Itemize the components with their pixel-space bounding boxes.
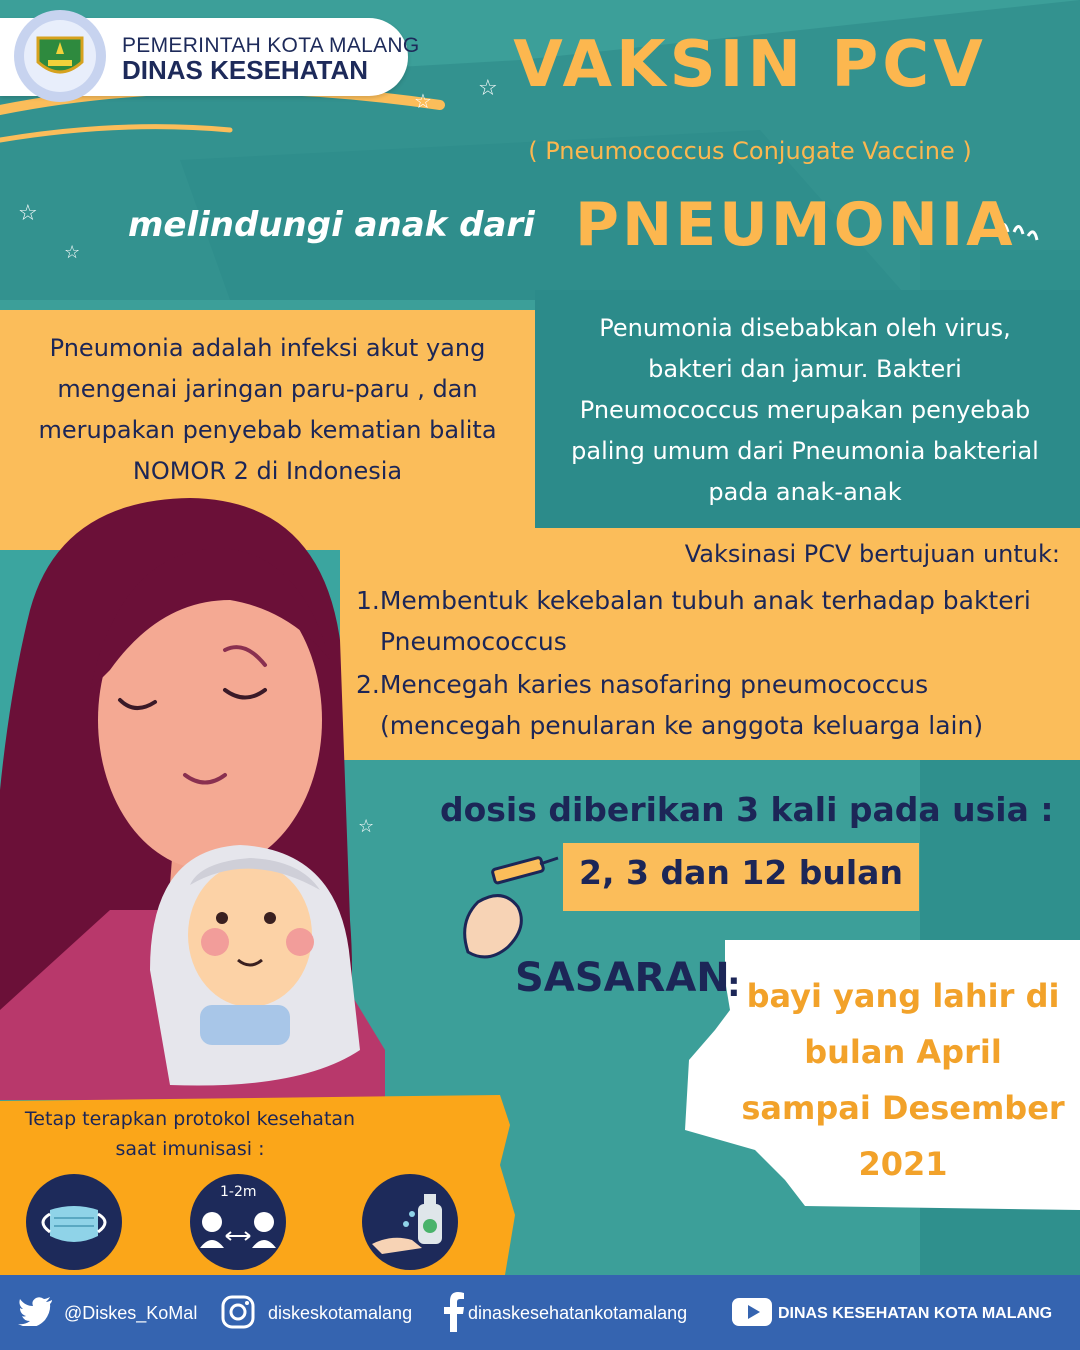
distance-label: 1-2m [220, 1184, 257, 1200]
definition-text [0, 328, 535, 492]
mother-baby-illustration [0, 490, 420, 1100]
org-name-line2: DINAS KESEHATAN [122, 55, 369, 85]
definition-line: mengenai jaringan paru-paru , dan [57, 375, 478, 403]
youtube-icon[interactable] [732, 1298, 772, 1326]
mask-icon [26, 1174, 122, 1270]
target-colon: : [727, 965, 741, 1005]
protocol-line: Tetap terapkan protokol kesehatan [24, 1108, 356, 1130]
org-name-line1: PEMERINTAH KOTA MALANG [122, 34, 420, 57]
svg-text:☆: ☆ [358, 816, 375, 837]
dose-text: dosis diberikan 3 kali pada usia : [440, 790, 1054, 829]
cause-line: paling umum dari Pneumonia bakterial [571, 437, 1039, 465]
goal-item-1: 1.Membentuk kekebalan tubuh anak terhadap bakteri Pneumococcus [356, 586, 1031, 656]
facebook-handle[interactable]: dinaskesehatankotamalang [468, 1303, 688, 1323]
definition-line: Pneumonia adalah infeksi akut yang [49, 334, 486, 362]
target-line: bulan April [804, 1033, 1002, 1071]
target-line: sampai Desember [741, 1089, 1065, 1127]
city-emblem-icon [24, 20, 96, 92]
definition-line: merupakan penyebab kematian balita [38, 416, 497, 444]
dose-ages: 2, 3 dan 12 bulan [579, 853, 903, 892]
cause-line: bakteri dan jamur. Bakteri [648, 355, 962, 383]
definition-line: NOMOR 2 di Indonesia [132, 457, 403, 485]
target-line: 2021 [858, 1145, 948, 1183]
svg-text:☆: ☆ [18, 201, 38, 226]
protocol-text [10, 1104, 370, 1164]
syringe-hand-icon [448, 852, 563, 972]
cause-line: Pneumococcus merupakan penyebab [579, 396, 1031, 424]
cause-line: pada anak-anak [708, 478, 902, 506]
page-title: VAKSIN PCV [513, 28, 987, 102]
twitter-icon[interactable] [18, 1296, 54, 1326]
svg-text:☆: ☆ [64, 242, 81, 263]
cause-text [545, 308, 1065, 513]
twitter-handle[interactable]: @Diskes_KoMal [64, 1303, 198, 1323]
goals-heading: Vaksinasi PCV bertujuan untuk: [684, 540, 1060, 568]
cause-line: Penumonia disebabkan oleh virus, [599, 314, 1011, 342]
instagram-handle[interactable]: diskeskotamalang [268, 1303, 413, 1323]
handwash-icon [362, 1174, 458, 1270]
youtube-channel[interactable]: DINAS KESEHATAN KOTA MALANG [778, 1305, 1053, 1322]
disease-title: PNEUMONIA [575, 190, 1016, 260]
target-line: bayi yang lahir di [746, 977, 1060, 1015]
protocol-line: saat imunisasi : [115, 1138, 265, 1160]
svg-text:☆: ☆ [414, 89, 432, 113]
target-text [728, 968, 1078, 1192]
facebook-icon[interactable] [444, 1292, 464, 1332]
svg-text:☆: ☆ [478, 76, 498, 101]
target-label: SASARAN [515, 955, 730, 1001]
goal-item-2: 2.Mencegah karies nasofaring pneumococcus (mencegah penularan ke anggota keluarga lain) [356, 670, 984, 740]
tagline: melindungi anak dari [128, 205, 535, 245]
page-subtitle: ( Pneumococcus Conjugate Vaccine ) [528, 137, 972, 165]
instagram-icon[interactable] [220, 1294, 256, 1330]
